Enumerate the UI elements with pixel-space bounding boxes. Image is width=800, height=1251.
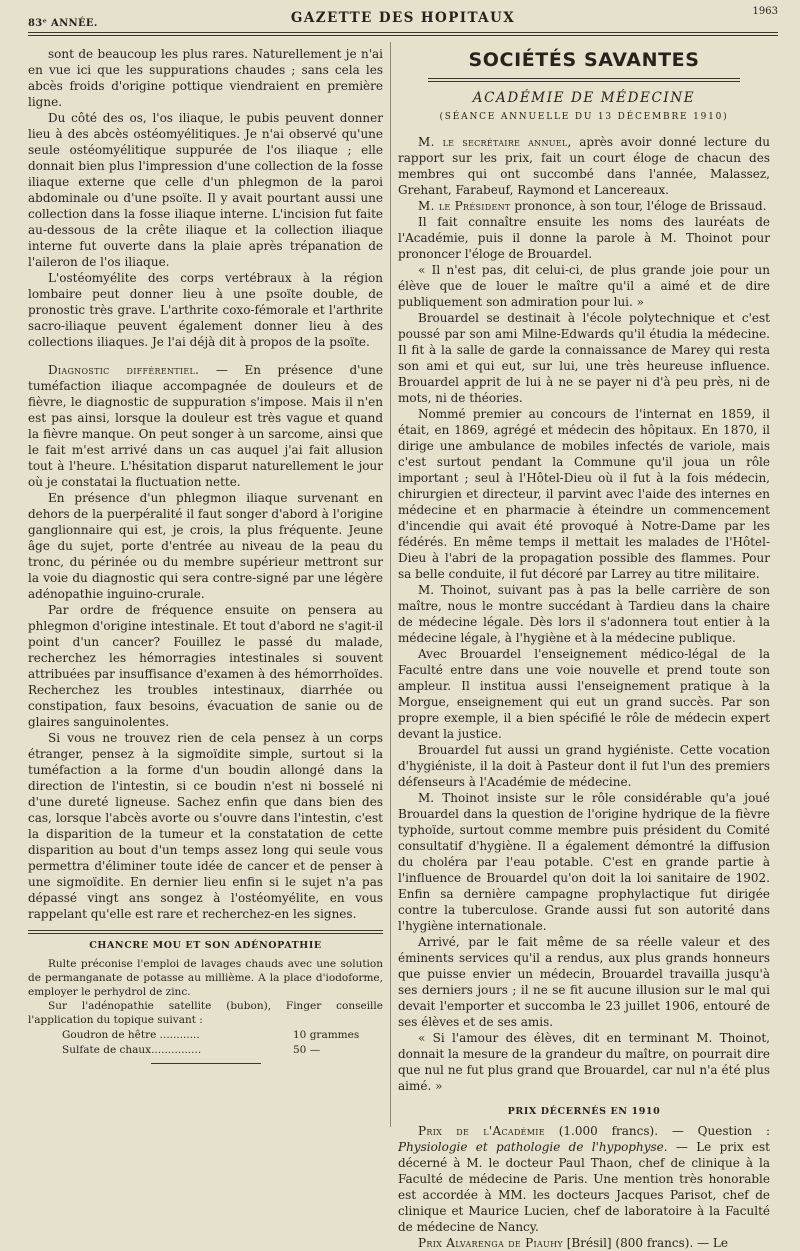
paragraph: Du côté des os, l'os iliaque, le pubis peuvent donner lieu à des abcès ostéomyélitiques. Je n'ai observé qu'une seule ostéomyélitique suppurée de l'os iliaque ; elle donnait bien plus l'impression d'une collection de la fosse iliaque externe que celle d'un phlegmon de la paroi abdominale ou d'une psoïte. Il y avait pourtant aussi une collection dans la fosse iliaque interne. L'incision fut faite au-dessous de la crête iliaque et la collection iliaque interne fut ouverte dans la plaie après trépanation de l'aileron de l'os iliaque. [28, 111, 383, 269]
prize-label: Prix Alvarenga de Piauhy [418, 1236, 563, 1250]
paragraph: « Si l'amour des élèves, dit en terminant M. Thoinot, donnait la mesure de la grandeur du maître, on pourrait dire que nul ne fut plus grand que Brouardel, car nul n'a été plus aimé. » [398, 1031, 770, 1093]
recipe-quantity: 50 — [293, 1044, 321, 1056]
paragraph: Avec Brouardel l'enseignement médico-légal de la Faculté entre dans une voie nouvelle et prend toute son ampleur. Il institua aussi l'enseignement pratique à la Morgue, enseignement qui eut un grand succès. Par son propre exemple, il a bien spécifié le rôle de médecin expert devant la justice. [398, 647, 770, 741]
paragraph: L'ostéomyélite des corps vertébraux à la région lombaire peut donner lieu à une psoïte double, de pronostic très grave. L'arthrite coxo-fémorale et l'arthrite sacro-iliaque peuvent également donner lieu à des collections iliaques. Je l'ai déjà dit à propos de la psoïte. [28, 271, 383, 349]
paragraph: En présence d'un phlegmon iliaque survenant en dehors de la puerpéralité il faut songer d'abord à l'origine ganglionnaire qui est, je crois, la plus fréquente. Jeune âge du sujet, porte d'entrée au niveau de la peau du tronc, du périnée ou du membre supérieur mettront sur la voie du diagnostic qui sera contre-signé par une légère adénopathie inguino-crurale. [28, 491, 383, 601]
chancre-article [28, 957, 383, 1027]
recipe-ingredient: Sulfate de chaux............... [62, 1044, 202, 1056]
chancre-title: CHANCRE MOU ET SON ADÉNOPATHIE [89, 940, 322, 951]
paragraph: M. Thoinot insiste sur le rôle considérable qu'a joué Brouardel dans la question de l'origine hydrique de la fièvre typhoïde, surtout comme membre puis président du Comité consultatif d'hygiène. Il a également démontré la diffusion du choléra par l'eau potable. C'est en grande partie à l'influence de Brouardel qu'on doit la loi sanitaire de 1902. Enfin sa dernière campagne prophylactique fut dirigée contre la tuberculose. Grande aussi fut son autorité dans l'hygiène internationale. [398, 791, 770, 933]
paragraph: Brouardel se destinait à l'école polytechnique et c'est poussé par son ami Milne-Edwards qu'il étudia la médecine. Il fit à la salle de garde la connaissance de Marey qui resta son ami et qui eut, sur lui, une très heureuse influence. Brouardel apprit de lui à ne se payer ni d'à peu près, ni de mots, ni de théories. [398, 311, 770, 405]
paragraph: « Il n'est pas, dit celui-ci, de plus grande joie pour un élève que de louer le maître qu'il a aimé et de dire publiquement son admiration pour lui. » [398, 263, 770, 309]
page-number: 1963 [752, 6, 778, 17]
paragraph [398, 1235, 770, 1251]
diagnostic-label: Diagnostic différentiel. [48, 363, 200, 377]
title-rule [428, 78, 740, 82]
paragraph: Rulte préconise l'emploi de lavages chauds avec une solution de permanganate de potasse au millième. A la place d'iodoforme, employer le perhydrol de zinc. [28, 958, 383, 998]
recipe-line [62, 1043, 383, 1057]
prix-heading: PRIX DÉCERNÉS EN 1910 [507, 1106, 661, 1117]
right-column [398, 46, 770, 1251]
paragraph: Il fait connaître ensuite les noms des lauréats de l'Académie, puis il donne la parole à M. Thoinot pour prononcer l'éloge de Brouardel. [398, 215, 770, 261]
issue-year: 83ᵉ ANNÉE. [28, 18, 98, 29]
page-header [28, 6, 778, 33]
paragraph: Par ordre de fréquence ensuite on pensera au phlegmon d'origine intestinale. Et tout d'abord ne s'agit-il point d'un cancer? Fouillez le passé du malade, recherchez les hémorragies intestinales si souvent attribuées par insuffisance d'examen à des hémorrhoïdes. Recherchez les troubles intestinaux, diarrhée ou constipation, faux besoins, évacuation de sanie ou de glaires sanguinolentes. [28, 603, 383, 729]
recipe-line [62, 1028, 383, 1042]
paragraph: Nommé premier au concours de l'internat en 1859, il était, en 1869, agrégé et médecin des hôpitaux. En 1870, il dirige une ambulance de mobiles infectés de variole, mais c'est surtout pendant la Commune qu'il joua un rôle important ; seul à l'Hôtel-Dieu où il fut à la fois médecin, chirurgien et directeur, il parvint avec l'aide des internes en médecine et en pharmacie à éteindre un commencement d'incendie qui avait été provoqué à Notre-Dame par les fédérés. En même temps il mettait les malades de l'Hôtel-Dieu à l'abri de la propagation possible des flammes. Pour sa belle conduite, il fut décoré par Larrey au titre militaire. [398, 407, 770, 581]
diagnostic-text: — En présence d'une tuméfaction iliaque accompagnée de douleurs et de fièvre, le diagnostic de suppuration s'impose. Mais il n'en est pas ainsi, lorsque la douleur est très vague et quand la fièvre manque. On peut songer à un sarcome, ainsi que le fait m'est arrivé dans un cas auquel j'ai fait allusion tout à l'heure. L'hésitation disparut naturellement le jour où je constatai la fluctuation nette. [28, 363, 383, 489]
prize-question: Physiologie et pathologie de l'hypophyse. [398, 1140, 668, 1154]
paragraph-text: après avoir donné lecture du rapport sur les prix, fait un court éloge de chacun des membres qui ont succombé dans l'année, Malassez, Grehant, Farabeuf, Raymond et Lancereaux. [398, 135, 770, 197]
paragraph [398, 198, 770, 214]
paragraph-text: [Brésil] (800 francs). — Le [562, 1236, 728, 1250]
paragraph-text: (1.000 francs). — Question : [544, 1124, 770, 1138]
recipe-quantity: 10 grammes [293, 1029, 360, 1041]
column-divider [390, 42, 391, 1127]
paragraph: sont de beaucoup les plus rares. Naturellement je n'ai en vue ici que les suppurations chaudes ; sans cela les abcès froids d'origine pottique viendraient en première ligne. [28, 47, 383, 109]
recipe-ingredient: Goudron de hêtre ............ [62, 1029, 200, 1041]
paragraph: Brouardel fut aussi un grand hygiéniste. Cette vocation d'hygiéniste, il la doit à Pasteur dont il fut l'un des premiers défenseurs à l'Académie de médecine. [398, 743, 770, 789]
paragraph [398, 1123, 770, 1235]
academy-heading: ACADÉMIE DE MÉDECINE [472, 90, 696, 106]
section-rule [28, 930, 383, 934]
paragraph-text: prononce, à son tour, l'éloge de Brissaud. [510, 199, 767, 213]
paragraph [398, 134, 770, 198]
session-subheading: (SÉANCE ANNUELLE DU 13 DÉCEMBRE 1910) [439, 112, 729, 122]
prize-label: Prix de l'Académie [418, 1124, 545, 1138]
paragraph-text: — Le prix est décerné à M. le docteur Paul Thaon, chef de clinique à la Faculté de médecine de Paris. Une mention très honorable est accordée à MM. les docteurs Jacques Parisot, chef de clinique et Maurice Lucien, chef de laboratoire à la Faculté de médecine de Nancy. [398, 1140, 770, 1234]
paragraph-diagnostic [28, 362, 383, 490]
journal-title: GAZETTE DES HOPITAUX [290, 10, 516, 26]
end-ornament [151, 1063, 261, 1064]
section-title: SOCIÉTÉS SAVANTES [468, 49, 700, 71]
speaker-label: M. le Président [418, 199, 511, 213]
paragraph: Sur l'adénopathie satellite (bubon), Finger conseille l'application du topique suivant : [28, 1000, 383, 1026]
speaker-label: M. le secrétaire annuel, [418, 135, 572, 149]
paragraph: Si vous ne trouvez rien de cela pensez à un corps étranger, pensez à la sigmoïdite simple, surtout si la tuméfaction a la forme d'un boudin allongé dans la direction de l'intestin, si ce boudin n'est ni bosselé ni d'une dureté ligneuse. Sachez enfin que dans bien des cas, lorsque l'abcès avorte ou s'ouvre dans l'intestin, c'est la disparition de la tumeur et la constatation de cette disparition au bout d'un temps assez long qui seule vous permettra d'éliminer toute idée de cancer et de penser à une sigmoïdite. En dernier lieu enfin si le sujet n'a pas dépassé vingt ans songez à l'ostéomyélite, en vous rappelant qu'elle est rare et recherchez-en les signes. [28, 731, 383, 921]
paragraph: Arrivé, par le fait même de sa réelle valeur et des éminents services qu'il a rendus, aux plus grands honneurs que puisse envier un médecin, Brouardel travailla jusqu'à ses derniers jours ; il ne se fit aucune illusion sur le mal qui devait l'emporter et succomba le 23 juillet 1906, entouré de ses élèves et de ses amis. [398, 935, 770, 1029]
left-column [28, 46, 383, 1064]
paragraph: M. Thoinot, suivant pas à pas la belle carrière de son maître, nous le montre succédant à Tardieu dans la chaire de médecine légale. Dès lors il s'adonnera tout entier à la médecine légale, à l'hygiène et à la médecine publique. [398, 583, 770, 645]
